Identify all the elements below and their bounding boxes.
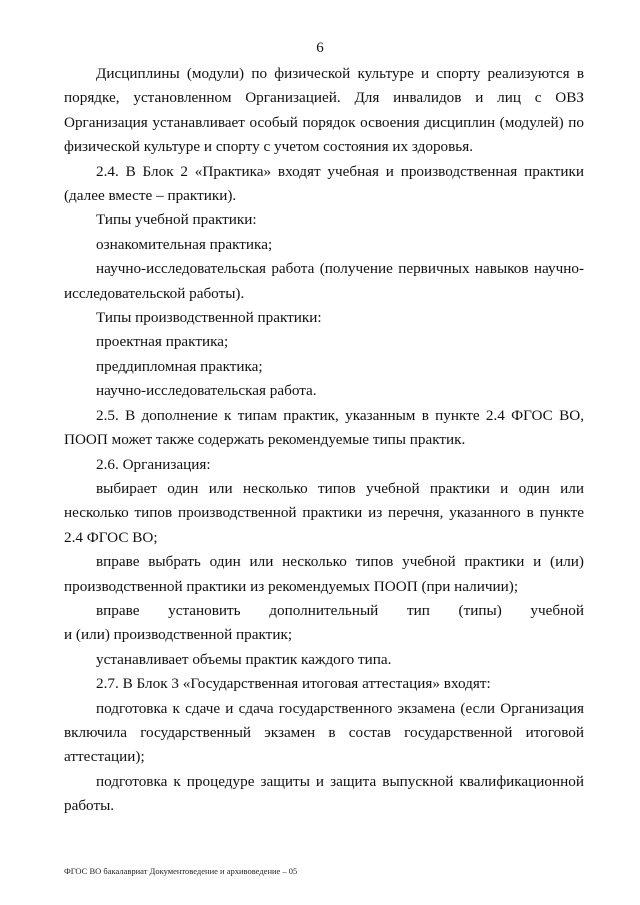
paragraph-2-6-organization: 2.6. Организация: xyxy=(96,455,211,473)
paragraph-study-practice-types: Типы учебной практики: xyxy=(96,211,257,229)
paragraph-2-4-practice-block: 2.4. В Блок 2 «Практика» входят учебная и производственная практики (далее вместе – практики). xyxy=(64,162,584,205)
page-footer: ФГОС ВО бакалавриат Документоведение и архивоведение – 05 xyxy=(64,866,298,876)
list-item-may-set-additional-line1: вправе установить дополнительный тип (типы) учебной xyxy=(96,601,584,619)
list-item-research-work: научно-исследовательская работа (получение первичных навыков научно-исследовательской работы). xyxy=(64,260,584,302)
document-body xyxy=(64,62,584,819)
list-item-may-set-additional-line2: и (или) производственной практик; xyxy=(64,626,293,644)
paragraph-2-7-state-attestation: 2.7. В Блок 3 «Государственная итоговая аттестация» входят: xyxy=(96,675,491,693)
list-item-state-exam: подготовка к сдаче и сдача государственного экзамена (если Организация включила государственный экзамен в состав государственной итоговой аттестации); xyxy=(64,699,584,766)
list-item-may-choose-recommended: вправе выбрать один или несколько типов учебной практики и (или) производственной практики из рекомендуемых ПООП (при наличии); xyxy=(64,553,584,595)
list-item-sets-practice-volumes: устанавливает объемы практик каждого типа. xyxy=(96,650,392,668)
list-item-research-work-production: научно-исследовательская работа. xyxy=(96,382,317,400)
list-item-thesis-defense: подготовка к процедуре защиты и защита выпускной квалификационной работы. xyxy=(64,772,584,815)
list-item-project-practice: проектная практика; xyxy=(96,333,229,351)
paragraph-physical-culture: Дисциплины (модули) по физической культуре и спорту реализуются в порядке, установленном Организацией. Для инвалидов и лиц с ОВЗ Организация устанавливает особый порядок освоения дисциплин (модулей) по физической культуре и спорту с учетом состояния их здоровья. xyxy=(64,65,584,156)
list-item-prediploma-practice: преддипломная практика; xyxy=(96,357,263,375)
list-item-introductory-practice: ознакомительная практика; xyxy=(96,235,273,253)
page-number: 6 xyxy=(316,40,324,56)
list-item-chooses-practice-types: выбирает один или несколько типов учебной практики и один или несколько типов производственной практики из перечня, указанного в пункте 2.4 ФГОС ВО; xyxy=(64,479,584,546)
paragraph-2-5-recommended-practices: 2.5. В дополнение к типам практик, указанным в пункте 2.4 ФГОС ВО, ПООП может также содержать рекомендуемые типы практик. xyxy=(64,406,584,449)
paragraph-production-practice-types: Типы производственной практики: xyxy=(96,309,322,327)
